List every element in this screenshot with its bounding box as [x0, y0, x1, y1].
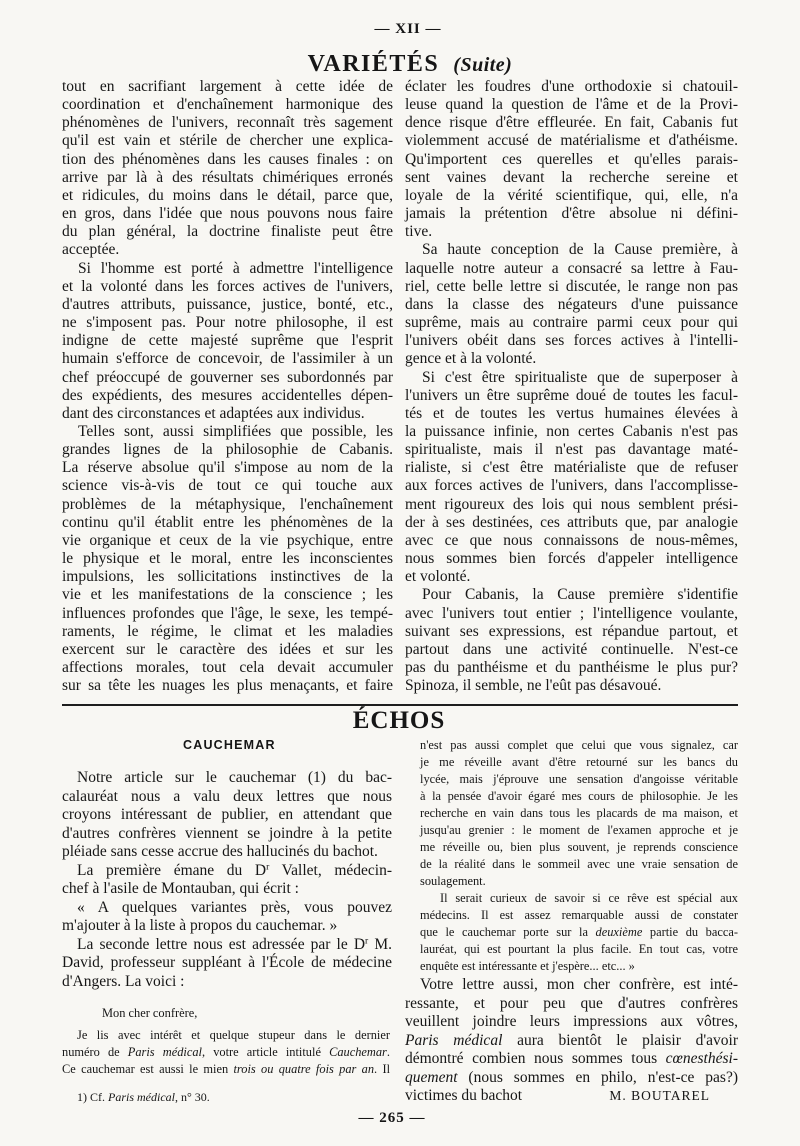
section-title-suffix: (Suite) [453, 54, 513, 76]
italic-text: deuxième [595, 925, 643, 939]
text-line: leuse quand la question de l'âme et de la Provi- [405, 96, 738, 114]
text-line: pléiade sans cesse accrue des hallucinés du bachot. [62, 843, 378, 860]
text-line: problèmes de la métaphysique, l'enchaînement [62, 495, 393, 513]
paragraph [405, 78, 738, 241]
text-line: pas du panthéisme et du panthéisme le plus pur? [405, 659, 738, 676]
text-line: le physique et le moral, entre les inconscientes [62, 550, 393, 568]
text-line: lycée, mais j'éprouve une sensation d'angoisse véritable [420, 772, 738, 786]
paragraph [62, 936, 392, 992]
text-line: phénomènes de l'univers, reconnaît très sagement [62, 114, 393, 132]
text-line: avec ce que nous connaissons de nous-mêmes, [405, 531, 738, 549]
text-line: des expédients, des mesures accidentelles dépen- [62, 386, 393, 404]
paragraph [420, 890, 738, 975]
text-line: Telles sont, aussi simplifiées que possible, les [78, 422, 393, 440]
paragraph [62, 78, 393, 260]
cauchemar-subheading: CAUCHEMAR [183, 738, 276, 752]
text-line: raments, le régime, le climat et les maladies [62, 622, 393, 640]
text-line: Pour Cabanis, la Cause première s'identifie [422, 586, 738, 604]
text-line: dans la classe des négateurs d'une puissance [405, 295, 738, 313]
text-line [405, 1050, 738, 1069]
text-line: m'ajouter à la liste à propos du cauchemar. » [62, 917, 338, 934]
varietes-right-column [405, 78, 738, 695]
text-line: indigne de cette majesté suprême que l'esprit [62, 332, 393, 350]
text-run: aura bientôt le plaisir d'avoir [502, 1031, 738, 1049]
text-line: exercent sur le caractère des idées et sur les [62, 640, 393, 658]
text-line: nous sommes bien forcés d'appeler intelligence [405, 550, 738, 568]
text-line: et volonté. [405, 568, 471, 586]
text-line: du plan général, la doctrine finaliste peut être [62, 223, 393, 241]
text-line: Notre article sur le cauchemar (1) du bac- [77, 769, 392, 786]
paragraph [62, 260, 393, 423]
text-line: Votre lettre aussi, mon cher confrère, est inté- [420, 976, 738, 993]
section-title [20, 50, 800, 81]
italic-text: trois ou quatre fois par an [233, 1062, 375, 1076]
text-line: l'univers obéit dans ses forces actives à l'intelli- [405, 332, 738, 350]
section-title-text: VARIÉTÉS [307, 51, 440, 77]
text-line: jamais la prétention d'être absolue ni défini- [405, 205, 738, 223]
text-line: aux forces actives de l'univers, dans l'accomplisse- [405, 477, 738, 495]
footnote [77, 1089, 377, 1105]
text-line: suivant ses expressions, est répandue partout, et [405, 622, 738, 640]
paragraph [62, 423, 393, 695]
text-line [62, 936, 392, 955]
text-line: recherche en vain dans tous les placards de ma maison, et [420, 806, 738, 820]
letter-quote-right [420, 737, 738, 975]
text-line: Sa haute conception de la Cause première, à [422, 241, 738, 259]
text-line: victimes du bachot [405, 1087, 523, 1104]
paragraph [420, 737, 738, 890]
text-line: acceptée. [62, 241, 120, 259]
text-line: partout dans une activité continuelle. N'est-ce [405, 640, 738, 658]
text-line: David, professeur suppléant à l'École de médecine [62, 954, 392, 971]
text-line: sur sa tête les nuages les plus menaçants, et faire [62, 677, 393, 695]
text-line: avec l'univers tout entier ; l'intelligence voulante, [405, 604, 738, 622]
italic-text: cœnesthési- [665, 1050, 738, 1067]
text-line: chef préoccupé de gouverner ses subordonnés par [62, 368, 393, 386]
text-line: Il serait curieux de savoir si ce rêve est spécial aux [440, 891, 738, 905]
text-line: continu qu'il établit entre les phénomènes de la [62, 513, 393, 531]
text-line: me réveille ou, bien plus souvent, je reprends conscience [420, 840, 738, 854]
text-run: M. [368, 935, 392, 953]
text-line: je me réveille avant d'être retourné sur les bancs du [420, 755, 738, 769]
text-line: violemment accusé de matérialisme et d'athéisme. [405, 132, 738, 150]
text-run: La première émane du D [77, 861, 267, 879]
text-run: partie du bacca- [642, 925, 738, 939]
text-run: que le cauchemar porte sur la [420, 925, 596, 939]
paragraph [62, 769, 392, 862]
text-run: Vallet, médecin- [269, 861, 392, 879]
text-line: Qu'importent ces querelles et qu'elles parais- [405, 150, 738, 168]
echos-left-column [62, 769, 392, 991]
italic-text: Paris médical [405, 1031, 503, 1049]
text-line: lauréat, qui est pourtant la plus facile. En tout cas, votre [420, 942, 738, 956]
text-line: influences profondes que l'âge, le sexe, les tempé- [62, 604, 393, 622]
text-line: ressante, et pour peu que d'autres confrères [405, 994, 738, 1012]
text-line: ne s'imposent pas. Pour notre philosophe, il est [62, 314, 393, 332]
paragraph [405, 586, 738, 695]
text-line: d'Angers. La voici : [62, 972, 185, 990]
text-line: affections morales, tout cela devait accumuler [62, 659, 393, 676]
text-line: « A quelques variantes près, vous pouvez [77, 898, 392, 916]
text-line: riel, cette belle lettre si discutée, le range non pas [405, 277, 738, 295]
text-line [77, 1089, 377, 1105]
text-line: gence et à la volonté. [405, 350, 537, 368]
text-line: en gros, dans l'idée que nous pouvons nous faire [62, 205, 393, 223]
text-line [405, 1069, 738, 1088]
italic-text: Paris médical [108, 1090, 175, 1104]
text-line: dence risque d'être effleurée. En fait, Cabanis fut [405, 114, 738, 132]
text-line [62, 1044, 390, 1061]
text-line: et ridicules, du moins dans le détail, parce que, [62, 186, 393, 204]
echos-title: ÉCHOS [352, 707, 446, 734]
text-line: Je lis avec intérêt et quelque stupeur dans le dernier [77, 1028, 390, 1042]
text-line: chef à l'asile de Montauban, qui écrit : [62, 880, 299, 897]
text-line: laquelle notre auteur a consacré sa lettre à Fau- [405, 259, 738, 277]
text-run: 1) Cf. [77, 1090, 108, 1104]
letter-salutation: Mon cher confrère, [102, 1006, 198, 1020]
text-line [405, 1032, 738, 1051]
text-line: vie et les manifestations de la conscience ; les [62, 586, 393, 604]
varietes-left-column [62, 78, 393, 695]
text-line: vie organique et ceux de la vie psychique, entre [62, 531, 393, 549]
text-run: démontré combien nous sommes tous [405, 1050, 666, 1067]
paragraph [405, 241, 738, 368]
text-line: coordination et d'enchaînement harmonique des [62, 96, 393, 114]
text-line [62, 1061, 390, 1078]
paragraph [62, 1027, 390, 1078]
text-line: médecins. Il est assez remarquable aussi de constater [420, 908, 738, 922]
text-line: tés et de toutes les vertus humaines élevées à [405, 404, 738, 422]
text-run: (nous sommes en philo, n'est-ce pas?) [457, 1068, 738, 1086]
text-line [62, 862, 392, 881]
text-line: jusqu'au grenier : le moment de l'examen approche et je [420, 823, 738, 837]
echos-right-column [405, 976, 738, 1106]
superscript-text: r [266, 861, 270, 873]
text-run: , votre article intitulé [201, 1045, 330, 1059]
text-line: à la pensée d'avoir égaré mes cours de philosophie. Je les [420, 789, 738, 803]
text-line: rialiste, si c'est être matérialiste que de refuser [405, 459, 738, 477]
text-line: n'est pas aussi complet que celui que vous signalez, car [420, 738, 738, 752]
paragraph [405, 369, 738, 587]
text-line: enquête est intéressante et j'espère... etc... » [420, 959, 635, 973]
paragraph [77, 1089, 377, 1105]
text-run: . [386, 1045, 390, 1059]
paragraph [62, 862, 392, 899]
text-line: sent vaines devant la recherche sereine et [405, 168, 738, 186]
text-line: humain s'efforce de concevoir, de l'assimiler à un [62, 350, 393, 368]
text-line: qu'il est vain et stérile de chercher une explica- [62, 132, 393, 150]
text-line: La réserve absolue qu'il s'impose au nom de la [62, 459, 393, 477]
text-line: l'univers un être suprême doué de toutes les facul- [405, 386, 738, 404]
italic-text: Cauchemar [329, 1045, 387, 1059]
text-line: tion des phénomènes dans les causes finales : on [62, 150, 393, 168]
text-run: La seconde lettre nous est adressée par le D [77, 935, 366, 953]
text-line: de la réalité dans le sommeil avec une vraie sensation de [420, 857, 738, 871]
text-line: spiritualiste, mais il n'est pas davantage maté- [405, 441, 738, 459]
text-line: dant des circonstances et adaptées aux individus. [62, 404, 365, 422]
text-line: la puissance infinie, non certes Cabanis n'est pas [405, 422, 738, 440]
italic-text: Paris médical [127, 1045, 202, 1059]
text-line: Spinoza, il semble, ne l'eût pas désavoué. [405, 677, 662, 695]
text-line: tout en sacrifiant largement à cette idée de [62, 78, 393, 95]
text-line: Si l'homme est porté à admettre l'intelligence [78, 259, 393, 277]
text-line: d'autres confrères viennent se joindre à la petite [62, 824, 392, 842]
superscript-text: r [365, 935, 369, 947]
text-run: . Il [374, 1062, 391, 1076]
text-line: tive. [405, 223, 433, 241]
author-signature: M. BOUTAREL [609, 1088, 710, 1103]
paragraph [62, 899, 392, 936]
page-roman-marker: — XII — [374, 21, 442, 37]
text-line: éclater les foudres d'une orthodoxie si chatouil- [405, 78, 738, 95]
text-line [420, 924, 738, 941]
text-run: Ce cauchemar est aussi le mien [62, 1062, 234, 1076]
letter-quote-left [62, 1027, 390, 1078]
text-line: grandes lignes de la philosophie de Cabanis. [62, 441, 393, 459]
text-line: calauréat nous a valu deux lettres que nous [62, 787, 392, 805]
text-run: , n° 30. [175, 1090, 210, 1104]
section-divider [62, 704, 738, 706]
text-line: d'autres attributs, puissance, justice, bonté, etc., [62, 295, 393, 313]
text-line: science vis-à-vis de tout ce qui touche aux [62, 477, 393, 495]
text-line: croyons intéressant de publier, en attendant que [62, 806, 392, 823]
text-line: soulagement. [420, 874, 486, 888]
text-line: et la volonté dans les forces actives de l'univers, [62, 277, 393, 295]
text-line: loyale de la vérité scientifique, qui, elle, n'a [405, 186, 738, 204]
italic-text: quement [405, 1068, 458, 1086]
text-line: arrive par là à des résultats chimériques erronés [62, 168, 393, 186]
text-line: Si c'est être spiritualiste que de superposer à [422, 368, 738, 386]
text-line: veuillent joindre leurs impressions aux vôtres, [405, 1013, 738, 1030]
text-run: numéro de [62, 1045, 128, 1059]
text-line: suprême, mais au contraire parmi ceux pour qui [405, 314, 738, 332]
text-line: impulsions, les sollicitations instinctives de la [62, 568, 393, 586]
page-number: — 265 — [358, 1110, 426, 1126]
text-line: der à ses destinées, ces attributs que, par analogie [405, 513, 738, 531]
text-line: ment rigoureux des lois qui nous semblent prési- [405, 495, 738, 513]
